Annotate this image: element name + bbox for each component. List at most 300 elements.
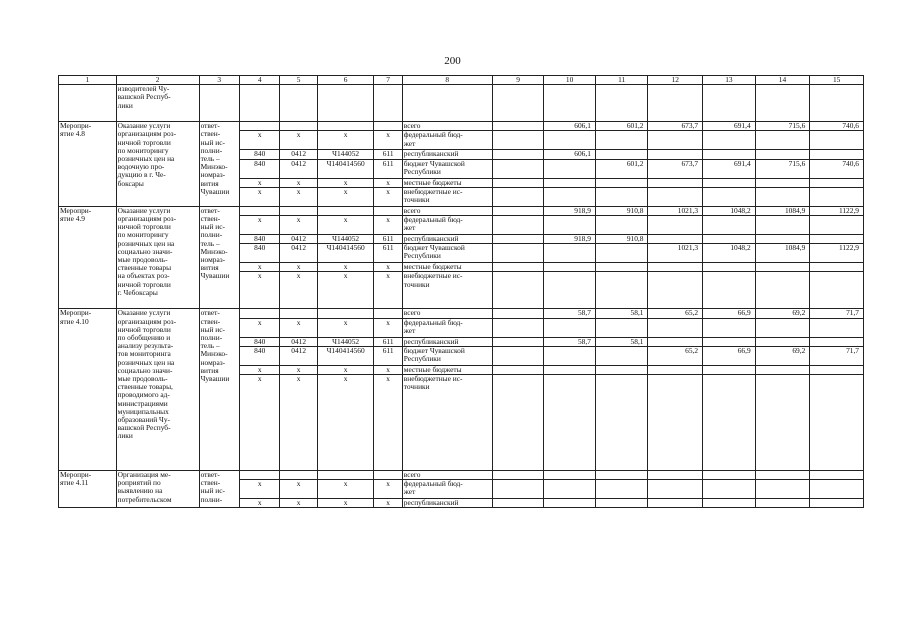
code-cell: х (317, 216, 374, 235)
table-cell (648, 187, 703, 206)
table-cell (648, 272, 703, 309)
table-cell (492, 263, 544, 272)
code-cell: х (240, 178, 280, 187)
value-cell: 601,2 (595, 122, 648, 131)
table-cell (595, 131, 648, 150)
code-cell: х (240, 365, 280, 374)
table-cell (810, 150, 864, 159)
code-cell: х (374, 216, 402, 235)
table-cell (703, 131, 756, 150)
code-cell: 0412 (280, 337, 317, 346)
table-cell (595, 365, 648, 374)
table-cell (810, 337, 864, 346)
table-cell (595, 216, 648, 235)
code-cell: 0412 (280, 150, 317, 159)
table-cell (544, 318, 596, 337)
code-cell: 611 (374, 346, 402, 365)
code-cell: 611 (374, 337, 402, 346)
code-cell: х (317, 499, 374, 508)
table-cell (595, 499, 648, 508)
table-cell (755, 131, 810, 150)
table-cell (240, 85, 280, 122)
header-cell: 7 (374, 76, 402, 85)
table-cell (703, 337, 756, 346)
table-cell (595, 272, 648, 309)
table-cell (810, 263, 864, 272)
table-cell (755, 263, 810, 272)
funding-source: республиканский (402, 499, 492, 508)
table-cell (648, 480, 703, 499)
funding-source: внебюджетные ис- точники (402, 187, 492, 206)
funding-source: всего (402, 471, 492, 480)
table-cell (317, 309, 374, 318)
table-cell (595, 375, 648, 471)
table-cell (492, 309, 544, 318)
table-cell (544, 263, 596, 272)
table-cell (544, 480, 596, 499)
table-cell (755, 216, 810, 235)
header-cell: 14 (755, 76, 810, 85)
value-cell: 1122,9 (810, 206, 864, 215)
value-cell: 673,7 (648, 159, 703, 178)
table-cell (703, 216, 756, 235)
table-cell (240, 471, 280, 480)
page-number: 200 (444, 55, 461, 67)
table-cell (755, 471, 810, 480)
table-row (59, 206, 864, 215)
value-cell: 1048,2 (703, 244, 756, 263)
table-cell (755, 178, 810, 187)
code-cell: х (317, 272, 374, 309)
event-name: Оказание услуги организациям роз- ничной торговли по мониторингу розничных цен на водочную про- дукцию в г. Че- боксары (116, 122, 199, 207)
value-cell: 58,7 (544, 337, 596, 346)
value-cell: 673,7 (648, 122, 703, 131)
header-cell: 12 (648, 76, 703, 85)
code-cell: х (280, 318, 317, 337)
value-cell: 69,2 (755, 346, 810, 365)
table-cell (648, 263, 703, 272)
code-cell: х (317, 375, 374, 471)
code-cell: 840 (240, 346, 280, 365)
code-cell: Ч140414560 (317, 244, 374, 263)
table-cell (595, 187, 648, 206)
table-cell (810, 365, 864, 374)
header-cell: 3 (199, 76, 239, 85)
table-cell (317, 122, 374, 131)
funding-source: бюджет Чувашской Республики (402, 346, 492, 365)
funding-source: бюджет Чувашской Республики (402, 159, 492, 178)
table-cell (810, 216, 864, 235)
table-cell (648, 178, 703, 187)
header-cell: 5 (280, 76, 317, 85)
code-cell: х (374, 178, 402, 187)
table-cell (755, 318, 810, 337)
event-label: Меропри- ятие 4.8 (59, 122, 117, 207)
event-name: Оказание услуги организациям роз- ничной торговли по мониторингу розничных цен на социально значи- мые продоволь- ственные товары на объектах роз- ничной торговли г. Чебоксары (116, 206, 199, 309)
value-cell: 1021,3 (648, 244, 703, 263)
table-cell (755, 150, 810, 159)
value-cell: 66,9 (703, 346, 756, 365)
value-cell: 715,6 (755, 159, 810, 178)
table-cell (492, 187, 544, 206)
table-cell (595, 178, 648, 187)
value-cell: 69,2 (755, 309, 810, 318)
funding-source: федеральный бюд- жет (402, 480, 492, 499)
table-cell (810, 375, 864, 471)
table-cell (703, 480, 756, 499)
table-cell (374, 122, 402, 131)
table-cell (595, 346, 648, 365)
code-cell: х (317, 131, 374, 150)
table-cell (544, 375, 596, 471)
table-cell (544, 131, 596, 150)
table-cell (492, 337, 544, 346)
table-cell (648, 365, 703, 374)
table-cell (492, 471, 544, 480)
header-cell: 4 (240, 76, 280, 85)
table-cell (374, 471, 402, 480)
code-cell: х (317, 178, 374, 187)
table-cell (648, 471, 703, 480)
funding-source: республиканский (402, 150, 492, 159)
table-cell (544, 178, 596, 187)
table-cell (595, 85, 648, 122)
table-cell (492, 480, 544, 499)
table-cell (810, 85, 864, 122)
table-cell (492, 346, 544, 365)
table-cell (402, 85, 492, 122)
code-cell: 840 (240, 150, 280, 159)
responsible-executor: ответ- ствен- ный ис- полни- тель – Минэко- номраз- вития Чувашии (199, 122, 239, 207)
table-cell (492, 122, 544, 131)
event-label: Меропри- ятие 4.10 (59, 309, 117, 471)
value-cell: 740,6 (810, 159, 864, 178)
table-row (59, 471, 864, 480)
code-cell: Ч140414560 (317, 159, 374, 178)
funding-source: местные бюджеты (402, 365, 492, 374)
code-cell: х (374, 499, 402, 508)
table-cell (595, 244, 648, 263)
table-cell (544, 471, 596, 480)
table-cell (703, 375, 756, 471)
code-cell: х (280, 499, 317, 508)
code-cell: х (240, 499, 280, 508)
table-cell (703, 85, 756, 122)
value-cell: 58,7 (544, 309, 596, 318)
value-cell: 1021,3 (648, 206, 703, 215)
value-cell: 740,6 (810, 122, 864, 131)
table-cell (648, 235, 703, 244)
funding-source: федеральный бюд- жет (402, 131, 492, 150)
table-cell (703, 272, 756, 309)
table-cell (492, 365, 544, 374)
event-label: Меропри- ятие 4.11 (59, 471, 117, 508)
value-cell: 58,1 (595, 309, 648, 318)
code-cell: х (240, 272, 280, 309)
funding-source: местные бюджеты (402, 263, 492, 272)
code-cell: 0412 (280, 159, 317, 178)
table-cell (492, 499, 544, 508)
funding-source: местные бюджеты (402, 178, 492, 187)
code-cell: х (374, 131, 402, 150)
table-cell (492, 272, 544, 309)
table-cell (240, 206, 280, 215)
table-cell (703, 150, 756, 159)
table-cell (492, 85, 544, 122)
code-cell: х (374, 375, 402, 471)
table-cell (703, 235, 756, 244)
table-cell (317, 206, 374, 215)
funding-source: республиканский (402, 235, 492, 244)
table-cell (492, 206, 544, 215)
table-cell (280, 309, 317, 318)
code-cell: х (240, 131, 280, 150)
table-cell (59, 85, 117, 122)
value-cell: 58,1 (595, 337, 648, 346)
table-cell (595, 150, 648, 159)
table-cell (492, 150, 544, 159)
table-cell (703, 499, 756, 508)
value-cell: 1048,2 (703, 206, 756, 215)
funding-source: внебюджетные ис- точники (402, 272, 492, 309)
table-cell (240, 122, 280, 131)
code-cell: Ч144052 (317, 337, 374, 346)
value-cell: 1084,9 (755, 206, 810, 215)
code-cell: х (240, 263, 280, 272)
value-cell: 1122,9 (810, 244, 864, 263)
table-cell (544, 85, 596, 122)
code-cell: х (374, 263, 402, 272)
table-cell (595, 471, 648, 480)
table-cell (810, 499, 864, 508)
code-cell: х (280, 375, 317, 471)
code-cell: 611 (374, 150, 402, 159)
code-cell: 0412 (280, 244, 317, 263)
code-cell: х (374, 318, 402, 337)
table-cell (810, 235, 864, 244)
table-row (59, 309, 864, 318)
table-cell (492, 159, 544, 178)
table-cell (492, 318, 544, 337)
funding-source: республиканский (402, 337, 492, 346)
code-cell: 840 (240, 337, 280, 346)
code-cell: 840 (240, 235, 280, 244)
table-cell (199, 85, 239, 122)
table-row (59, 122, 864, 131)
table-cell (648, 375, 703, 471)
code-cell: х (280, 263, 317, 272)
code-cell: х (374, 272, 402, 309)
code-cell: х (374, 365, 402, 374)
table-cell (492, 131, 544, 150)
value-cell: 1084,9 (755, 244, 810, 263)
table-cell (544, 159, 596, 178)
value-cell: 65,2 (648, 346, 703, 365)
code-cell: 611 (374, 244, 402, 263)
table-cell (280, 206, 317, 215)
code-cell: х (240, 187, 280, 206)
code-cell: Ч144052 (317, 235, 374, 244)
header-cell: 9 (492, 76, 544, 85)
event-name: Оказание услуги организациям роз- ничной торговли по обобщению и анализу результа- тов мониторинга розничных цен на социально значи- мые продоволь- ственные товары, проводимого ад- министрациями муниципальных образований Чу- вашской Респуб- лики (116, 309, 199, 471)
code-cell: х (374, 187, 402, 206)
header-cell: 10 (544, 76, 596, 85)
table-cell (544, 365, 596, 374)
code-cell: х (280, 480, 317, 499)
table-cell (280, 471, 317, 480)
table-cell (810, 480, 864, 499)
table-cell (755, 337, 810, 346)
value-cell: 601,2 (595, 159, 648, 178)
table-cell (703, 365, 756, 374)
funding-source: всего (402, 206, 492, 215)
value-cell: 66,9 (703, 309, 756, 318)
code-cell: х (317, 263, 374, 272)
code-cell: 0412 (280, 235, 317, 244)
code-cell: х (240, 318, 280, 337)
header-cell: 11 (595, 76, 648, 85)
header-cell: 2 (116, 76, 199, 85)
table-cell (317, 471, 374, 480)
budget-table (58, 75, 864, 508)
table-cell (492, 178, 544, 187)
header-cell: 6 (317, 76, 374, 85)
funding-source: бюджет Чувашской Республики (402, 244, 492, 263)
funding-source: федеральный бюд- жет (402, 318, 492, 337)
code-cell: х (280, 272, 317, 309)
code-cell: х (280, 365, 317, 374)
code-cell: 840 (240, 244, 280, 263)
value-cell: 691,4 (703, 122, 756, 131)
value-cell: 65,2 (648, 309, 703, 318)
code-cell: х (240, 480, 280, 499)
value-cell: 691,4 (703, 159, 756, 178)
funding-source: внебюджетные ис- точники (402, 375, 492, 471)
table-cell (755, 272, 810, 309)
table-cell (648, 318, 703, 337)
table-cell (240, 309, 280, 318)
table-cell (755, 499, 810, 508)
table-cell (492, 244, 544, 263)
code-cell: х (317, 365, 374, 374)
table-cell (755, 235, 810, 244)
code-cell: 840 (240, 159, 280, 178)
table-cell (280, 122, 317, 131)
value-cell: 918,9 (544, 235, 596, 244)
table-cell (810, 131, 864, 150)
value-cell: 918,9 (544, 206, 596, 215)
table-cell (544, 216, 596, 235)
table-cell (755, 85, 810, 122)
value-cell: 910,8 (595, 206, 648, 215)
table-cell (755, 480, 810, 499)
header-cell: 13 (703, 76, 756, 85)
code-cell: х (317, 480, 374, 499)
table-cell (492, 235, 544, 244)
table-cell (703, 178, 756, 187)
code-cell: х (280, 131, 317, 150)
value-cell: 715,6 (755, 122, 810, 131)
table-cell (810, 318, 864, 337)
table-cell (755, 365, 810, 374)
table-cell (374, 206, 402, 215)
code-cell: х (240, 216, 280, 235)
table-cell (648, 499, 703, 508)
table-cell (317, 85, 374, 122)
header-cell: 8 (402, 76, 492, 85)
table-cell (648, 150, 703, 159)
table-cell (648, 85, 703, 122)
code-cell: х (280, 187, 317, 206)
table-cell (595, 318, 648, 337)
table-cell (810, 471, 864, 480)
code-cell: х (317, 187, 374, 206)
table-cell (810, 187, 864, 206)
funding-source: всего (402, 309, 492, 318)
code-cell: Ч140414560 (317, 346, 374, 365)
responsible-executor: ответ- ствен- ный ис- полни- (199, 471, 239, 508)
code-cell: х (240, 375, 280, 471)
table-cell (544, 272, 596, 309)
header-cell: 1 (59, 76, 117, 85)
code-cell: Ч144052 (317, 150, 374, 159)
table-cell (810, 272, 864, 309)
table-cell (703, 318, 756, 337)
responsible-executor: ответ- ствен- ный ис- полни- тель – Минэко- номраз- вития Чувашии (199, 206, 239, 309)
table-cell (374, 309, 402, 318)
funding-source: федеральный бюд- жет (402, 216, 492, 235)
table-cell (703, 187, 756, 206)
table-cell (544, 244, 596, 263)
code-cell: 611 (374, 159, 402, 178)
table-cell (648, 216, 703, 235)
table-cell (595, 480, 648, 499)
event-name: изводителей Чу- вашской Респуб- лики (116, 85, 199, 122)
value-cell: 606,1 (544, 122, 596, 131)
table-cell (280, 85, 317, 122)
code-cell: х (317, 318, 374, 337)
code-cell: х (374, 480, 402, 499)
table-cell (544, 499, 596, 508)
table-cell (755, 187, 810, 206)
table-cell (648, 131, 703, 150)
value-cell: 71,7 (810, 346, 864, 365)
code-cell: 611 (374, 235, 402, 244)
value-cell: 910,8 (595, 235, 648, 244)
table-cell (810, 178, 864, 187)
code-cell: х (280, 216, 317, 235)
table-cell (492, 375, 544, 471)
code-cell: 0412 (280, 346, 317, 365)
value-cell: 606,1 (544, 150, 596, 159)
code-cell: х (280, 178, 317, 187)
table-cell (374, 85, 402, 122)
table-cell (648, 337, 703, 346)
value-cell: 71,7 (810, 309, 864, 318)
header-cell: 15 (810, 76, 864, 85)
table-cell (595, 263, 648, 272)
table-cell (544, 187, 596, 206)
table-cell (703, 263, 756, 272)
table-row (59, 85, 864, 122)
funding-source: всего (402, 122, 492, 131)
table-cell (755, 375, 810, 471)
table-cell (492, 216, 544, 235)
table-cell (544, 346, 596, 365)
event-name: Организация ме- роприятий по выявлению на потребительском (116, 471, 199, 508)
header-row (59, 76, 864, 85)
responsible-executor: ответ- ствен- ный ис- полни- тель – Минэко- номраз- вития Чувашии (199, 309, 239, 471)
